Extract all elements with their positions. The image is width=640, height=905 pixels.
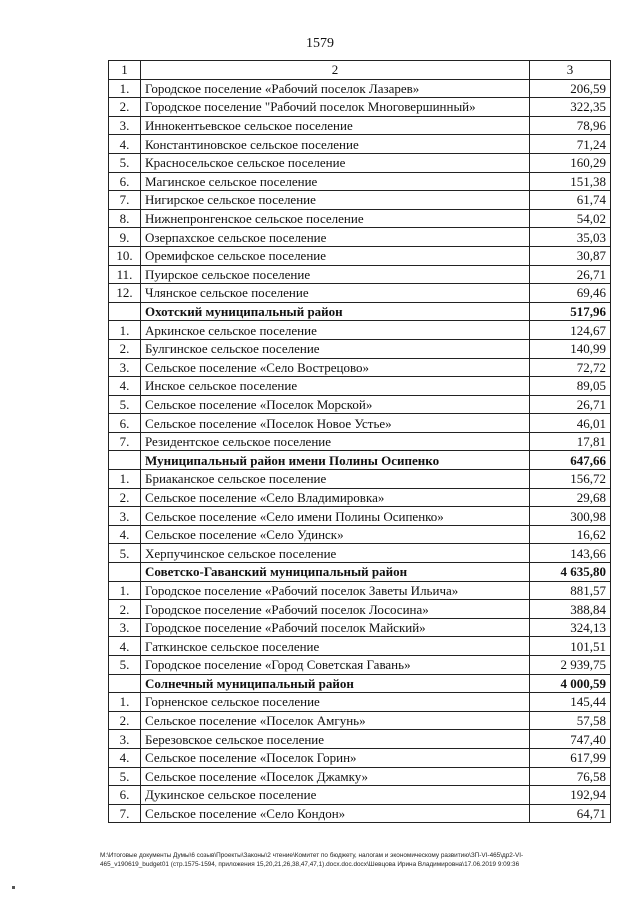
row-name: Пуирское сельское поселение [141, 265, 530, 284]
row-number [109, 451, 141, 470]
row-value: 160,29 [530, 153, 611, 172]
row-number: 7. [109, 432, 141, 451]
table-row [109, 432, 611, 451]
table-body [109, 79, 611, 823]
row-number: 2. [109, 600, 141, 619]
table-row [109, 804, 611, 823]
row-name: Городское поселение «Рабочий поселок Майский» [141, 618, 530, 637]
table-row [109, 228, 611, 247]
row-number: 3. [109, 358, 141, 377]
table-row [109, 693, 611, 712]
row-name: Сельское поселение «Село Владимировка» [141, 488, 530, 507]
district-row [109, 563, 611, 582]
table-row [109, 470, 611, 489]
row-value: 30,87 [530, 246, 611, 265]
row-name: Муниципальный район имени Полины Осипенко [141, 451, 530, 470]
row-number [109, 302, 141, 321]
column-header-value: 3 [530, 61, 611, 80]
row-name: Красносельское сельское поселение [141, 153, 530, 172]
row-name: Сельское поселение «Поселок Джамку» [141, 767, 530, 786]
row-number: 5. [109, 767, 141, 786]
table-header-row [109, 61, 611, 80]
row-name: Резидентское сельское поселение [141, 432, 530, 451]
row-name: Горненское сельское поселение [141, 693, 530, 712]
row-number: 2. [109, 339, 141, 358]
row-number: 7. [109, 804, 141, 823]
row-value: 89,05 [530, 377, 611, 396]
row-name: Аркинское сельское поселение [141, 321, 530, 340]
row-number: 10. [109, 246, 141, 265]
district-row [109, 302, 611, 321]
table-row [109, 618, 611, 637]
row-name: Константиновское сельское поселение [141, 135, 530, 154]
page-number: 1579 [306, 36, 334, 51]
row-number: 12. [109, 284, 141, 303]
row-value: 206,59 [530, 79, 611, 98]
table-row [109, 637, 611, 656]
document-path-footer [100, 852, 622, 869]
row-value: 324,13 [530, 618, 611, 637]
row-number: 1. [109, 321, 141, 340]
table-row [109, 600, 611, 619]
row-number: 8. [109, 209, 141, 228]
row-value: 140,99 [530, 339, 611, 358]
row-value: 517,96 [530, 302, 611, 321]
row-name: Магинское сельское поселение [141, 172, 530, 191]
row-value: 747,40 [530, 730, 611, 749]
table-row [109, 98, 611, 117]
row-name: Сельское поселение «Село Вострецово» [141, 358, 530, 377]
row-value: 69,46 [530, 284, 611, 303]
row-number [109, 563, 141, 582]
table-row [109, 339, 611, 358]
row-value: 17,81 [530, 432, 611, 451]
row-number: 4. [109, 377, 141, 396]
row-name: Дукинское сельское поселение [141, 786, 530, 805]
district-row [109, 451, 611, 470]
row-name: Бриаканское сельское поселение [141, 470, 530, 489]
table-row [109, 191, 611, 210]
row-value: 145,44 [530, 693, 611, 712]
row-value: 16,62 [530, 525, 611, 544]
row-number: 11. [109, 265, 141, 284]
table-row [109, 172, 611, 191]
row-number: 9. [109, 228, 141, 247]
row-value: 29,68 [530, 488, 611, 507]
row-name: Члянское сельское поселение [141, 284, 530, 303]
row-number: 4. [109, 748, 141, 767]
footer-line-2: 465_v190619_budget01 (стр.1575-1594, приложения 15,20,21,26,38,47,47,1).docx.doc.docx\Шевцова Ирина Владимировна\17.06.2019 9:09:36 [100, 860, 520, 868]
row-name: Советско-Гаванский муниципальный район [141, 563, 530, 582]
row-number: 6. [109, 172, 141, 191]
row-value: 647,66 [530, 451, 611, 470]
table-row [109, 656, 611, 675]
row-name: Херпучинское сельское поселение [141, 544, 530, 563]
row-value: 72,72 [530, 358, 611, 377]
table-row [109, 358, 611, 377]
row-name: Нижнепронгенское сельское поселение [141, 209, 530, 228]
table-row [109, 767, 611, 786]
row-number: 2. [109, 98, 141, 117]
row-number: 3. [109, 507, 141, 526]
row-name: Иннокентьевское сельское поселение [141, 116, 530, 135]
table-row [109, 209, 611, 228]
row-value: 61,74 [530, 191, 611, 210]
row-name: Озерпахское сельское поселение [141, 228, 530, 247]
row-value: 57,58 [530, 711, 611, 730]
table-row [109, 116, 611, 135]
table-row [109, 711, 611, 730]
table-row [109, 153, 611, 172]
row-value: 78,96 [530, 116, 611, 135]
row-number: 3. [109, 730, 141, 749]
district-row [109, 674, 611, 693]
row-number: 5. [109, 153, 141, 172]
row-number: 5. [109, 544, 141, 563]
row-number: 6. [109, 786, 141, 805]
row-name: Городское поселение «Рабочий поселок Лососина» [141, 600, 530, 619]
row-number: 1. [109, 693, 141, 712]
row-name: Сельское поселение «Поселок Морской» [141, 395, 530, 414]
table-row [109, 525, 611, 544]
table-row [109, 414, 611, 433]
row-number: 3. [109, 618, 141, 637]
row-value: 4 000,59 [530, 674, 611, 693]
row-value: 124,67 [530, 321, 611, 340]
row-number: 3. [109, 116, 141, 135]
row-value: 76,58 [530, 767, 611, 786]
table-row [109, 135, 611, 154]
table-row [109, 581, 611, 600]
row-value: 192,94 [530, 786, 611, 805]
column-header-number: 1 [109, 61, 141, 80]
row-number: 5. [109, 656, 141, 675]
row-value: 300,98 [530, 507, 611, 526]
row-value: 151,38 [530, 172, 611, 191]
row-name: Сельское поселение «Поселок Горин» [141, 748, 530, 767]
row-number: 1. [109, 581, 141, 600]
table-row [109, 748, 611, 767]
row-name: Городское поселение «Город Советская Гавань» [141, 656, 530, 675]
table-row [109, 377, 611, 396]
table-row [109, 730, 611, 749]
row-number: 6. [109, 414, 141, 433]
row-value: 35,03 [530, 228, 611, 247]
row-name: Сельское поселение «Поселок Амгунь» [141, 711, 530, 730]
table-row [109, 786, 611, 805]
row-name: Охотский муниципальный район [141, 302, 530, 321]
row-value: 388,84 [530, 600, 611, 619]
row-name: Сельское поселение «Село Кондон» [141, 804, 530, 823]
row-number: 4. [109, 637, 141, 656]
row-name: Булгинское сельское поселение [141, 339, 530, 358]
row-number: 4. [109, 525, 141, 544]
row-number: 7. [109, 191, 141, 210]
row-number [109, 674, 141, 693]
row-name: Сельское поселение «Село Удинск» [141, 525, 530, 544]
row-name: Сельское поселение «Село имени Полины Осипенко» [141, 507, 530, 526]
row-value: 64,71 [530, 804, 611, 823]
row-number: 4. [109, 135, 141, 154]
row-value: 101,51 [530, 637, 611, 656]
table-row [109, 544, 611, 563]
row-value: 26,71 [530, 395, 611, 414]
row-value: 26,71 [530, 265, 611, 284]
row-value: 156,72 [530, 470, 611, 489]
row-value: 46,01 [530, 414, 611, 433]
row-number: 1. [109, 79, 141, 98]
row-number: 5. [109, 395, 141, 414]
row-name: Гаткинское сельское поселение [141, 637, 530, 656]
column-header-name: 2 [141, 61, 530, 80]
row-name: Инское сельское поселение [141, 377, 530, 396]
table-row [109, 284, 611, 303]
row-name: Сельское поселение «Поселок Новое Устье» [141, 414, 530, 433]
row-name: Нигирское сельское поселение [141, 191, 530, 210]
table-row [109, 265, 611, 284]
row-name: Городское поселение «Рабочий поселок Лазарев» [141, 79, 530, 98]
row-number: 2. [109, 711, 141, 730]
table-row [109, 321, 611, 340]
row-value: 4 635,80 [530, 563, 611, 582]
row-name: Оремифское сельское поселение [141, 246, 530, 265]
table-row [109, 395, 611, 414]
row-name: Городское поселение "Рабочий поселок Многовершинный» [141, 98, 530, 117]
scan-mark [12, 886, 15, 889]
row-number: 2. [109, 488, 141, 507]
footer-line-1: M:\Итоговые документы Думы\6 созыв\Проекты\Законы\2 чтение\Комитет по бюджету, налогам и экономическому развитию\ЗП-VI-465\др2-VI- [100, 852, 524, 859]
row-value: 881,57 [530, 581, 611, 600]
row-name: Солнечный муниципальный район [141, 674, 530, 693]
table-row [109, 488, 611, 507]
row-value: 322,35 [530, 98, 611, 117]
table-row [109, 246, 611, 265]
budget-table [108, 60, 611, 823]
row-name: Городское поселение «Рабочий поселок Заветы Ильича» [141, 581, 530, 600]
row-value: 143,66 [530, 544, 611, 563]
row-value: 617,99 [530, 748, 611, 767]
row-value: 54,02 [530, 209, 611, 228]
row-value: 2 939,75 [530, 656, 611, 675]
row-value: 71,24 [530, 135, 611, 154]
row-name: Березовское сельское поселение [141, 730, 530, 749]
row-number: 1. [109, 470, 141, 489]
table-row [109, 507, 611, 526]
table-row [109, 79, 611, 98]
